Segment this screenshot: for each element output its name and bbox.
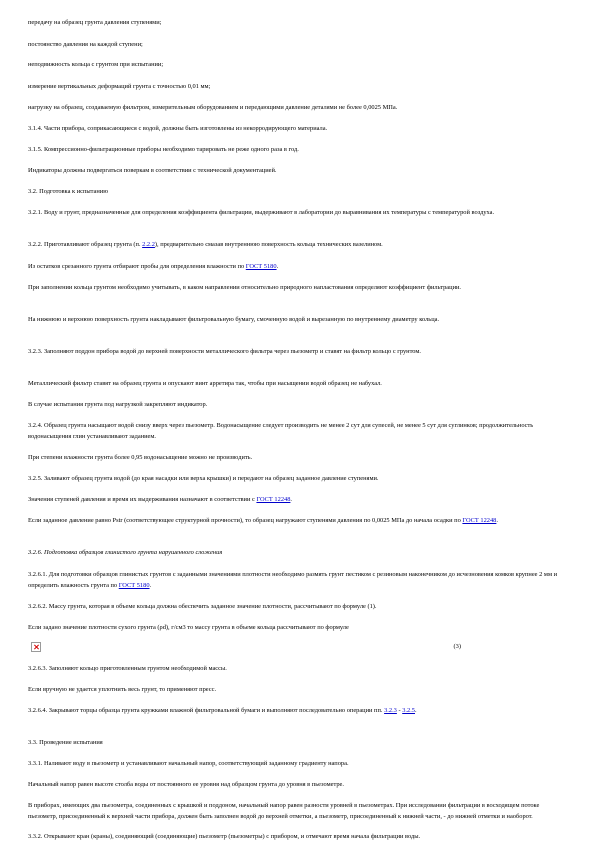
paragraph <box>28 239 568 250</box>
paragraph-text: . <box>414 707 417 714</box>
section-heading: 3.2. Подготовка к испытанию <box>28 188 108 195</box>
paragraph: 3.2.6.2. Массу грунта, которая в объеме кольца должна обеспечить заданное значение плотности, рассчитывают по формуле (1). <box>28 603 377 610</box>
paragraph-text: 3.2.6.1. Для подготовки образцов глинистых грунтов с заданными значениями плотности необходимо размять грунт пестиком с резиновым наконечником до исчезновения комков крупнее 2 мм и определить влажность грунта по <box>28 571 558 589</box>
paragraph: В приборах, имеющих два пьезометра, соединенных с крышкой и поддоном, начальный напор равен разности уровней в пьезометрах. При исследовании фильтрации в восходящем потоке пьезометр, присоединенный к верхней части прибора, должен быть заполнен водой до верхней отметки, а пьезометр, присоединенный к нижней части, - до нижней отметки и наоборот. <box>28 802 540 820</box>
paragraph-text: . <box>149 582 152 589</box>
paragraph: Если задано значение плотности сухого грунта (ρd), г/см3 то массу грунта в объеме кольца рассчитывают по формуле <box>28 624 349 631</box>
paragraph-text: Если заданное давление равно Pstr (соответствующее структурной прочности), то образец нагружают ступенями давления по 0,0025 МПа до начала осадки по <box>28 517 463 524</box>
paragraph: 3.2.6.3. Заполняют кольцо приготовленным грунтом необходимой массы. <box>28 665 227 672</box>
paragraph: При степени влажности грунта более 0,95 водонасыщение можно не производить. <box>28 454 253 461</box>
paragraph: 3.1.5. Компрессионно-фильтрационные приборы необходимо тарировать не реже одного раза в год. <box>28 146 299 153</box>
formula-row <box>28 640 568 654</box>
paragraph: 3.3.1. Наливают воду в пьезометр и устанавливают начальный напор, соответствующий заданному градиенту напора. <box>28 760 349 767</box>
paragraph-text: 3.2.6.4. Закрывают торцы образца грунта кружками влажной фильтровальной бумаги и выполняют последовательно операции пп. <box>28 707 385 714</box>
paragraph: Металлический фильтр ставят на образец грунта и опускают винт арретира так, чтобы при насыщении водой образец не набухал. <box>28 380 382 387</box>
paragraph: На нижнюю и верхнюю поверхность грунта накладывают фильтровальную бумагу, смоченную водой и вырезанную по внутреннему диаметру кольца. <box>28 316 440 323</box>
clause-link[interactable]: 3.2.3 <box>384 707 397 714</box>
paragraph-text: - <box>396 707 403 714</box>
paragraph: 3.2.5. Заливают образец грунта водой (до края насадки или верха крышки) и передают на образец заданное давление ступенями. <box>28 475 379 482</box>
paragraph-text: ), предварительно смазав внутреннюю поверхность кольца технических вазелином. <box>154 241 383 248</box>
paragraph <box>28 705 568 716</box>
paragraph-text: Из остатков срезанного грунта отбирают пробы для определения влажности по <box>28 263 246 270</box>
paragraph <box>28 261 568 272</box>
broken-image-icon <box>31 642 41 652</box>
paragraph: 3.2.1. Воду и грунт, предназначенные для определения коэффициента фильтрации, выдерживают в лаборатории до выравнивания их температуры с температурой воздуха. <box>28 209 495 216</box>
paragraph-text: . <box>290 496 293 503</box>
paragraph: 3.3.2. Открывают кран (краны), соединяющий (соединяющие) пьезометр (пьезометры) с прибором, и отмечают время начала фильтрации воды. <box>28 833 421 840</box>
gost-link[interactable]: ГОСТ 5180 <box>118 582 150 589</box>
paragraph: измерение вертикальных деформаций грунта с точностью 0,01 мм; <box>28 83 211 90</box>
paragraph <box>28 515 568 526</box>
paragraph-text: . <box>276 263 279 270</box>
paragraph: 3.2.4. Образец грунта насыщают водой снизу вверх через пьезометр. Водонасыщение следует производить не менее 2 сут для супесей, не менее 5 сут для суглинков; продолжительность водонасыщения глин устанавливают заданием. <box>28 422 534 440</box>
paragraph: нагрузку на образец, создаваемую фильтром, измерительным оборудованием и передающими давление деталями не более 0,0025 МПа. <box>28 104 398 111</box>
paragraph-text: . <box>496 517 498 524</box>
paragraph: неподвижность кольца с грунтом при испытании; <box>28 61 164 68</box>
paragraph-text: 3.2.2. Приготавливают образец грунта (п. <box>28 241 143 248</box>
paragraph: 3.1.4. Части прибора, соприкасающиеся с водой, должны быть изготовлены из некорродирующего материала. <box>28 125 328 132</box>
clause-link[interactable]: 3.2.5 <box>402 707 415 714</box>
paragraph: передачу на образец грунта давления ступенями; <box>28 19 162 26</box>
equation-number: (3) <box>453 643 461 650</box>
paragraph <box>28 569 568 591</box>
gost-link[interactable]: ГОСТ 12248 <box>462 517 497 524</box>
paragraph: В случае испытания грунта под нагрузкой закрепляют индикатор. <box>28 401 208 408</box>
paragraph: постоянство давления на каждой ступени; <box>28 41 143 48</box>
paragraph: При заполнении кольца грунтом необходимо учитывать, в каком направлении относительно природного напластования определяют коэффициент фильтрации. <box>28 284 462 291</box>
paragraph: Начальный напор равен высоте столба воды от постоянного ее уровня над образцом грунта до уровня в пьезометре. <box>28 781 344 788</box>
gost-link[interactable]: ГОСТ 12248 <box>256 496 291 503</box>
paragraph: 3.2.3. Заполняют поддон прибора водой до верхней поверхности металлического фильтра через пьезометр и ставят на фильтр кольцо с грунтом. <box>28 348 422 355</box>
paragraph: Если вручную не удается уплотнить весь грунт, то применяют пресс. <box>28 686 217 693</box>
clause-link[interactable]: 2.2.2 <box>142 241 155 248</box>
gost-link[interactable]: ГОСТ 5180 <box>245 263 277 270</box>
paragraph: Индикаторы должны подвергаться поверкам в соответствии с технической документацией. <box>28 167 277 174</box>
paragraph <box>28 494 568 505</box>
paragraph-text: Значения ступеней давления и время их выдерживания назначают в соответствии с <box>28 496 257 503</box>
section-heading: 3.3. Проведение испытания <box>28 739 103 746</box>
subsection-heading: 3.2.6. Подготовка образцов глинистого грунта нарушенного сложения <box>28 549 223 556</box>
